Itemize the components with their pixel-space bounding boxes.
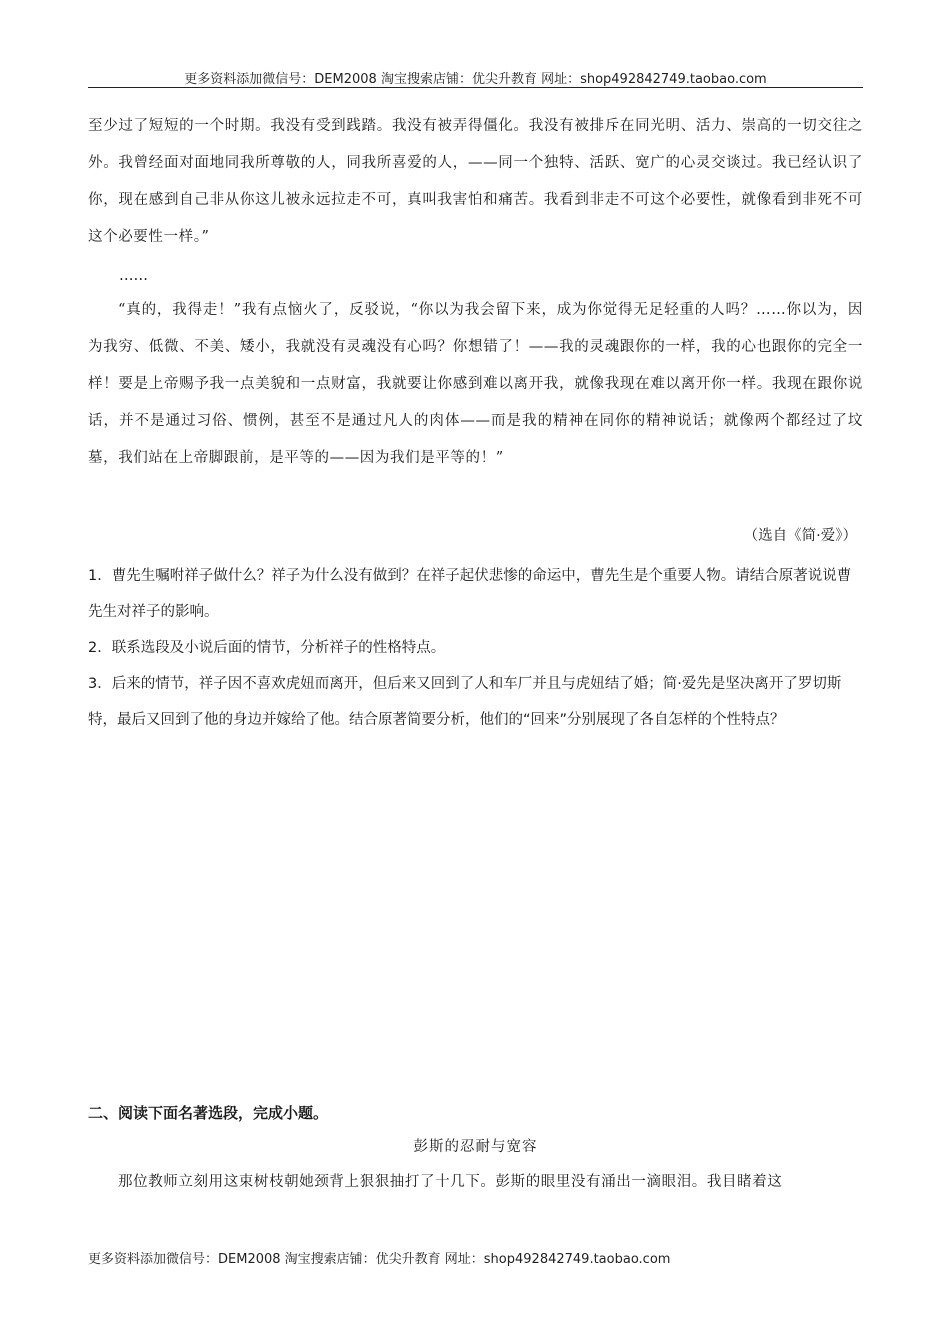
page-footer: 更多资料添加微信号：DEM2008 淘宝搜索店铺：优尖升教育 网址：shop492842749.taobao.com <box>88 1252 671 1267</box>
passage-ellipsis: …… <box>119 268 148 284</box>
passage-paragraph-2: “真的，我得走！”我有点恼火了，反驳说，“你以为我会留下来，成为你觉得无足轻重的人吗？……你以为，因为我穷、低微、不美、矮小，我就没有灵魂没有心吗？你想错了！——我的灵魂跟你的一样，我的心也跟你的完全一样！要是上帝赐予我一点美貌和一点财富，我就要让你感到难以离开我，就像我现在难以离开你一样。我现在跟你说话，并不是通过习俗、惯例，甚至不是通过凡人的肉体——而是我的精神在同你的精神说话；就像两个都经过了坟墓，我们站在上帝脚跟前，是平等的——因为我们是平等的！” <box>88 302 863 466</box>
section-title: 二、阅读下面名著选段，完成小题。 <box>88 1104 329 1122</box>
passage-body: 那位教师立刻用这束树枝朝她颈背上狠狠抽打了十几下。彭斯的眼里没有涌出一滴眼泪。我目睹着这 <box>118 1174 783 1190</box>
question-item: 3．后来的情节，祥子因不喜欢虎妞而离开，但后来又回到了人和车厂并且与虎妞结了婚；简·爱先是坚决离开了罗切斯特，最后又回到了他的身边并嫁给了他。结合原著简要分析，他们的“回来”分别展现了各自怎样的个性特点？ <box>88 676 842 728</box>
question-list <box>88 558 863 738</box>
passage-source: （选自《简·爱》） <box>743 528 857 544</box>
passage-paragraph-1: 至少过了短短的一个时期。我没有受到践踏。我没有被弄得僵化。我没有被排斥在同光明、活力、崇高的一切交往之外。我曾经面对面地同我所尊敬的人，同我所喜爱的人，——同一个独特、活跃、宽广的心灵交谈过。我已经认识了你，现在感到自己非从你这儿被永远拉走不可，真叫我害怕和痛苦。我看到非走不可这个必要性，就像看到非死不可这个必要性一样。” <box>88 118 863 245</box>
question-item: 2．联系选段及小说后面的情节，分析祥子的性格特点。 <box>88 640 446 656</box>
page-header: 更多资料添加微信号：DEM2008 淘宝搜索店铺：优尖升教育 网址：shop492842749.taobao.com <box>184 72 767 87</box>
question-item: 1．曹先生嘱咐祥子做什么？祥子为什么没有做到？在祥子起伏悲惨的命运中，曹先生是个重要人物。请结合原著说说曹先生对祥子的影响。 <box>88 568 852 620</box>
passage-title: 彭斯的忍耐与宽容 <box>413 1139 538 1155</box>
header-divider <box>88 87 863 88</box>
